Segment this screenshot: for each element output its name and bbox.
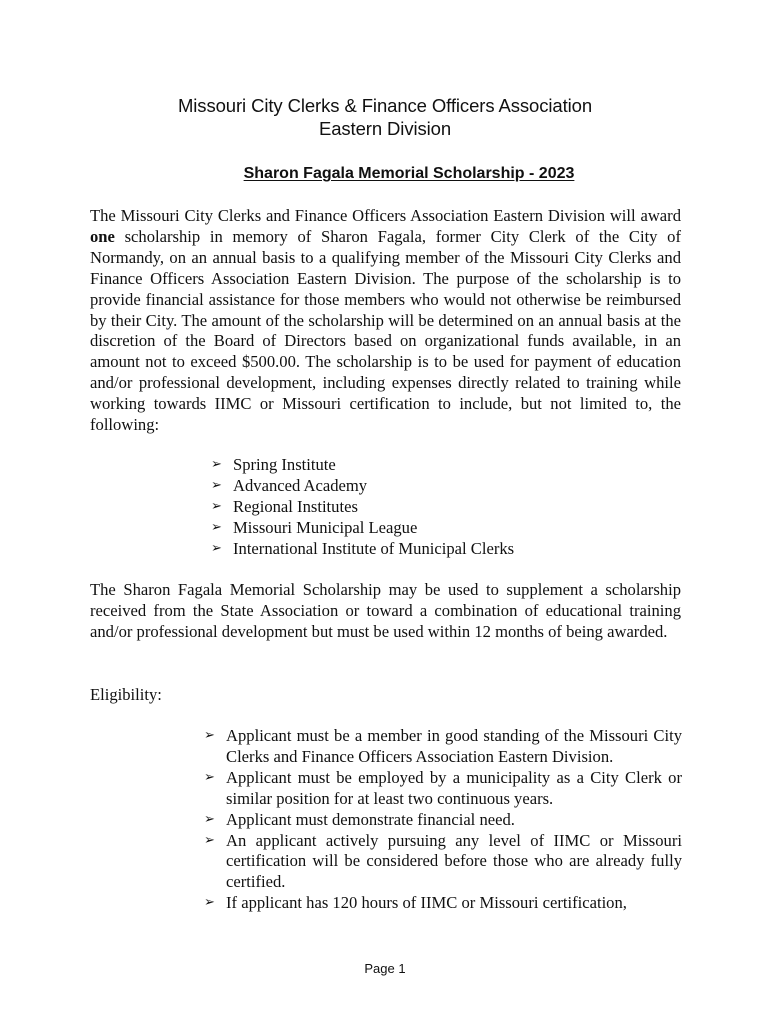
list-item: ➢ Advanced Academy <box>211 475 368 495</box>
arrow-bullet-icon: ➢ <box>204 728 215 743</box>
list-item: ➢ If applicant has 120 hours of IIMC or Missouri certification, <box>204 893 627 913</box>
arrow-bullet-icon: ➢ <box>211 498 222 514</box>
list-item: ➢ International Institute of Municipal Clerks <box>211 538 515 558</box>
eligibility-list <box>204 726 682 914</box>
header-division: Eastern Division <box>318 118 452 139</box>
eligibility-heading: Eligibility: <box>90 685 162 704</box>
arrow-bullet-icon: ➢ <box>211 540 222 556</box>
intro-text-start: The Missouri City Clerks and Finance Officers Association Eastern Division will award <box>90 206 681 225</box>
program-list <box>211 455 611 560</box>
intro-text-bold: one <box>90 226 115 246</box>
arrow-bullet-icon: ➢ <box>211 519 222 535</box>
list-item: ➢ Applicant must be employed by a municipality as a City Clerk or similar position for at least two continuous years. <box>204 767 682 808</box>
arrow-bullet-icon: ➢ <box>204 895 215 911</box>
intro-paragraph <box>90 206 681 436</box>
page-number: Page 1 <box>364 961 406 976</box>
list-item: ➢ An applicant actively pursuing any level of IIMC or Missouri certification will be considered before those who are already fully certified. <box>204 830 682 892</box>
arrow-bullet-icon: ➢ <box>211 477 222 493</box>
intro-text-end: scholarship in memory of Sharon Fagala, former City Clerk of the City of Normandy, on an annual basis to a qualifying member of the Missouri City Clerks and Finance Officers Association Eastern Division. The purpose of the scholarship is to provide financial assistance for those members who would not otherwise be reimbursed by their City. The amount of the scholarship will be determined on an annual basis at the discretion of the Board of Directors based on organizational funds available, in an amount not to exceed $500.00. The scholarship is to be used for payment of education and/or professional development, including expenses directly related to training while working towards IIMC or Missouri certification to include, but not limited to, the following: <box>90 226 681 435</box>
list-item: ➢ Applicant must demonstrate financial need. <box>204 809 515 829</box>
list-item: ➢ Applicant must be a member in good standing of the Missouri City Clerks and Finance Officers Association Eastern Division. <box>204 726 682 766</box>
arrow-bullet-icon: ➢ <box>204 832 215 848</box>
header-organization: Missouri City Clerks & Finance Officers Association <box>177 95 593 116</box>
arrow-bullet-icon: ➢ <box>211 457 222 472</box>
list-item: ➢ Missouri Municipal League <box>211 517 418 537</box>
scholarship-title <box>0 163 770 185</box>
arrow-bullet-icon: ➢ <box>204 811 215 827</box>
arrow-bullet-icon: ➢ <box>204 769 215 785</box>
list-item: ➢ Regional Institutes <box>211 496 358 516</box>
supplement-paragraph: The Sharon Fagala Memorial Scholarship may be used to supplement a scholarship received from the State Association or toward a combination of educational training and/or professional development but must be used within 12 months of being awarded. <box>90 580 681 641</box>
list-item: ➢ Spring Institute <box>211 455 336 474</box>
document-header <box>0 94 770 140</box>
scholarship-title-text: Sharon Fagala Memorial Scholarship - 2023 <box>243 165 575 182</box>
